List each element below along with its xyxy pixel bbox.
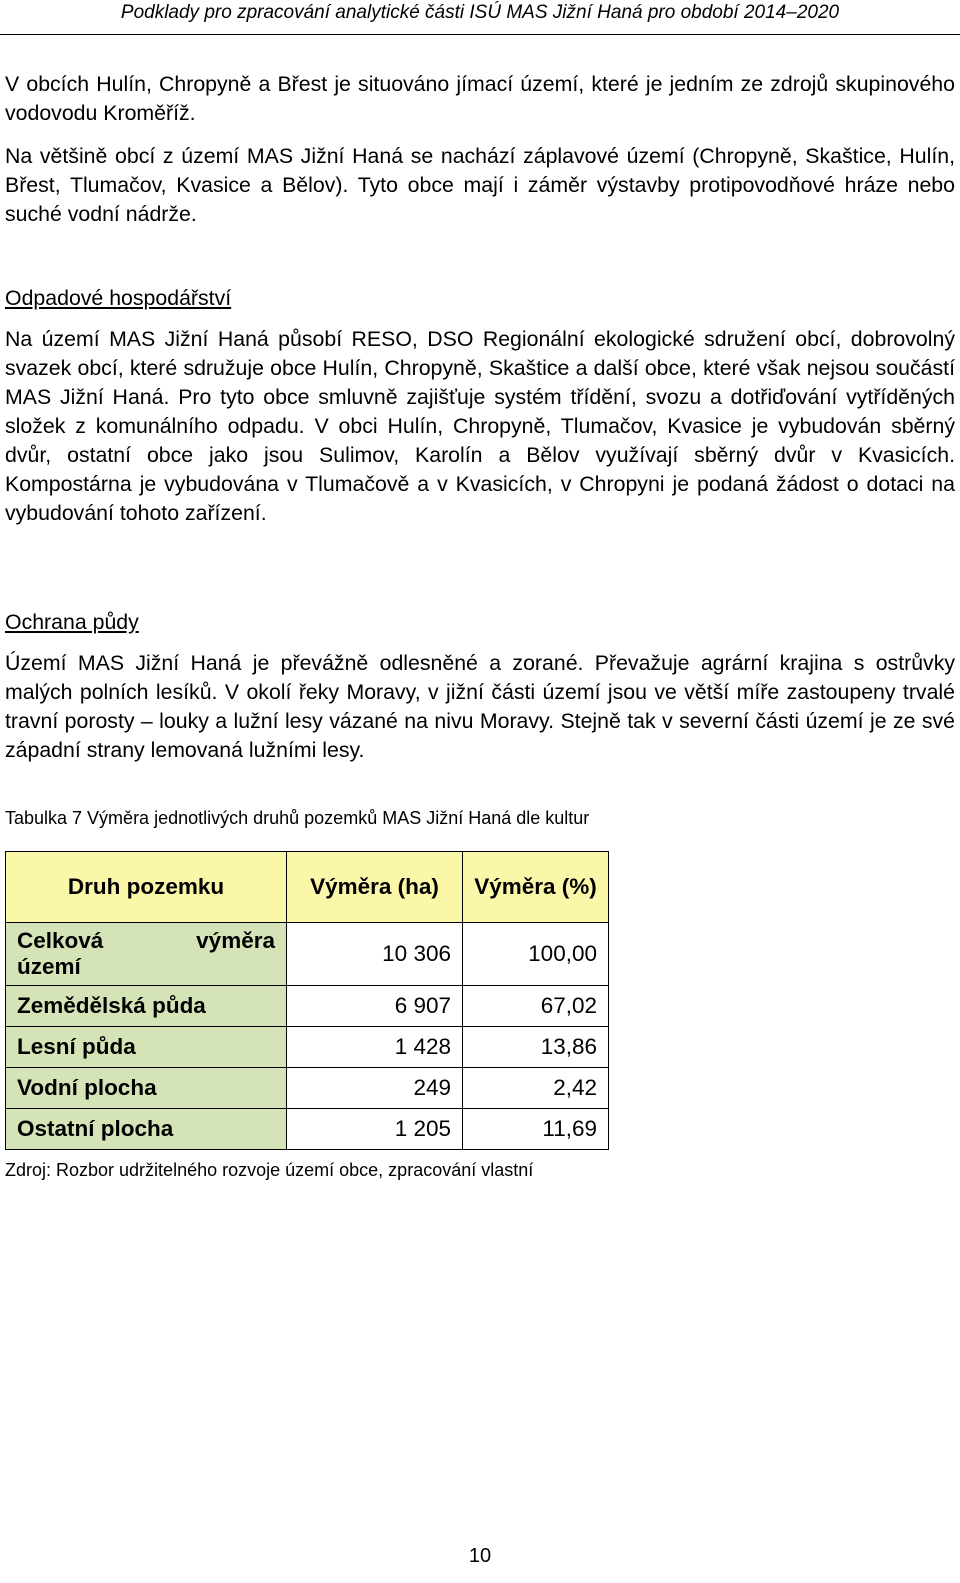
cell-area-pct: 11,69	[463, 1109, 609, 1150]
cell-area-pct: 2,42	[463, 1068, 609, 1109]
table-row	[6, 923, 609, 986]
row-label: Lesní půda	[6, 1027, 287, 1068]
row-label-part: Celková	[17, 928, 104, 953]
table-row	[6, 1027, 609, 1068]
cell-area-pct: 100,00	[463, 923, 609, 986]
cell-area-ha: 1 428	[287, 1027, 463, 1068]
column-header-land-type: Druh pozemku	[6, 852, 287, 923]
cell-area-ha: 10 306	[287, 923, 463, 986]
paragraph-soil-protection: Území MAS Jižní Haná je převážně odlesněné a zorané. Převažuje agrární krajina s ostrůvky malých polních lesíků. V okolí řeky Moravy, v jižní části území jsou ve větší míře zastoupeny trvalé travní porosty – louky a lužní lesy vázané na nivu Moravy. Stejně tak v severní části území je ze své západní strany lemovaná lužními lesy.	[5, 651, 955, 762]
column-header-area-ha: Výměra (ha)	[287, 852, 463, 923]
page-header: Podklady pro zpracování analytické části ISÚ MAS Jižní Haná pro období 2014–2020	[120, 2, 840, 23]
heading-soil-protection: Ochrana půdy	[5, 610, 139, 634]
row-label-part: území	[17, 954, 81, 979]
row-label	[6, 923, 287, 986]
table-header-row	[6, 852, 609, 923]
cell-area-ha: 1 205	[287, 1109, 463, 1150]
paragraph-water-source: V obcích Hulín, Chropyně a Břest je situováno jímací území, které je jedním ze zdrojů skupinového vodovodu Kroměříž.	[5, 72, 955, 125]
cell-area-ha: 249	[287, 1068, 463, 1109]
paragraph-waste-management: Na území MAS Jižní Haná působí RESO, DSO Regionální ekologické sdružení obcí, dobrovolný svazek obcí, které sdružuje obce Hulín, Chropyně, Skaštice a další obce, které však nejsou součástí MAS Jižní Haná. Pro tyto obce smluvně zajišťuje systém třídění, svozu a dotřiďování vytříděných složek z komunálního odpadu. V obci Hulín, Chropyně, Tlumačov, Kvasice je vybudován sběrný dvůr, ostatní obce jako jsou Sulimov, Karolín a Bělov využívají sběrný dvůr v Kvasicích. Kompostárna je vybudována v Tlumačově a v Kvasicích, v Chropyni je podaná žádost o dotaci na vybudování tohoto zařízení.	[5, 327, 955, 525]
row-label-part: výměra	[196, 928, 275, 953]
row-label: Vodní plocha	[6, 1068, 287, 1109]
table-source-note: Zdroj: Rozbor udržitelného rozvoje území obce, zpracování vlastní	[5, 1160, 534, 1180]
column-header-area-pct: Výměra (%)	[463, 852, 609, 923]
header-divider	[0, 34, 960, 35]
page-number: 10	[468, 1545, 492, 1567]
table-row	[6, 1109, 609, 1150]
table-row	[6, 1068, 609, 1109]
table-caption: Tabulka 7 Výměra jednotlivých druhů pozemků MAS Jižní Haná dle kultur	[5, 808, 590, 828]
row-label: Ostatní plocha	[6, 1109, 287, 1150]
cell-area-pct: 67,02	[463, 986, 609, 1027]
table-row	[6, 986, 609, 1027]
cell-area-ha: 6 907	[287, 986, 463, 1027]
paragraph-flood-area: Na většině obcí z území MAS Jižní Haná se nachází záplavové území (Chropyně, Skaštice, Hulín, Břest, Tlumačov, Kvasice a Bělov). Tyto obce mají i záměr výstavby protipovodňové hráze nebo suché vodní nádrže.	[5, 144, 955, 226]
land-area-table	[5, 851, 609, 1150]
heading-waste-management: Odpadové hospodářství	[5, 286, 232, 310]
cell-area-pct: 13,86	[463, 1027, 609, 1068]
row-label: Zemědělská půda	[6, 986, 287, 1027]
